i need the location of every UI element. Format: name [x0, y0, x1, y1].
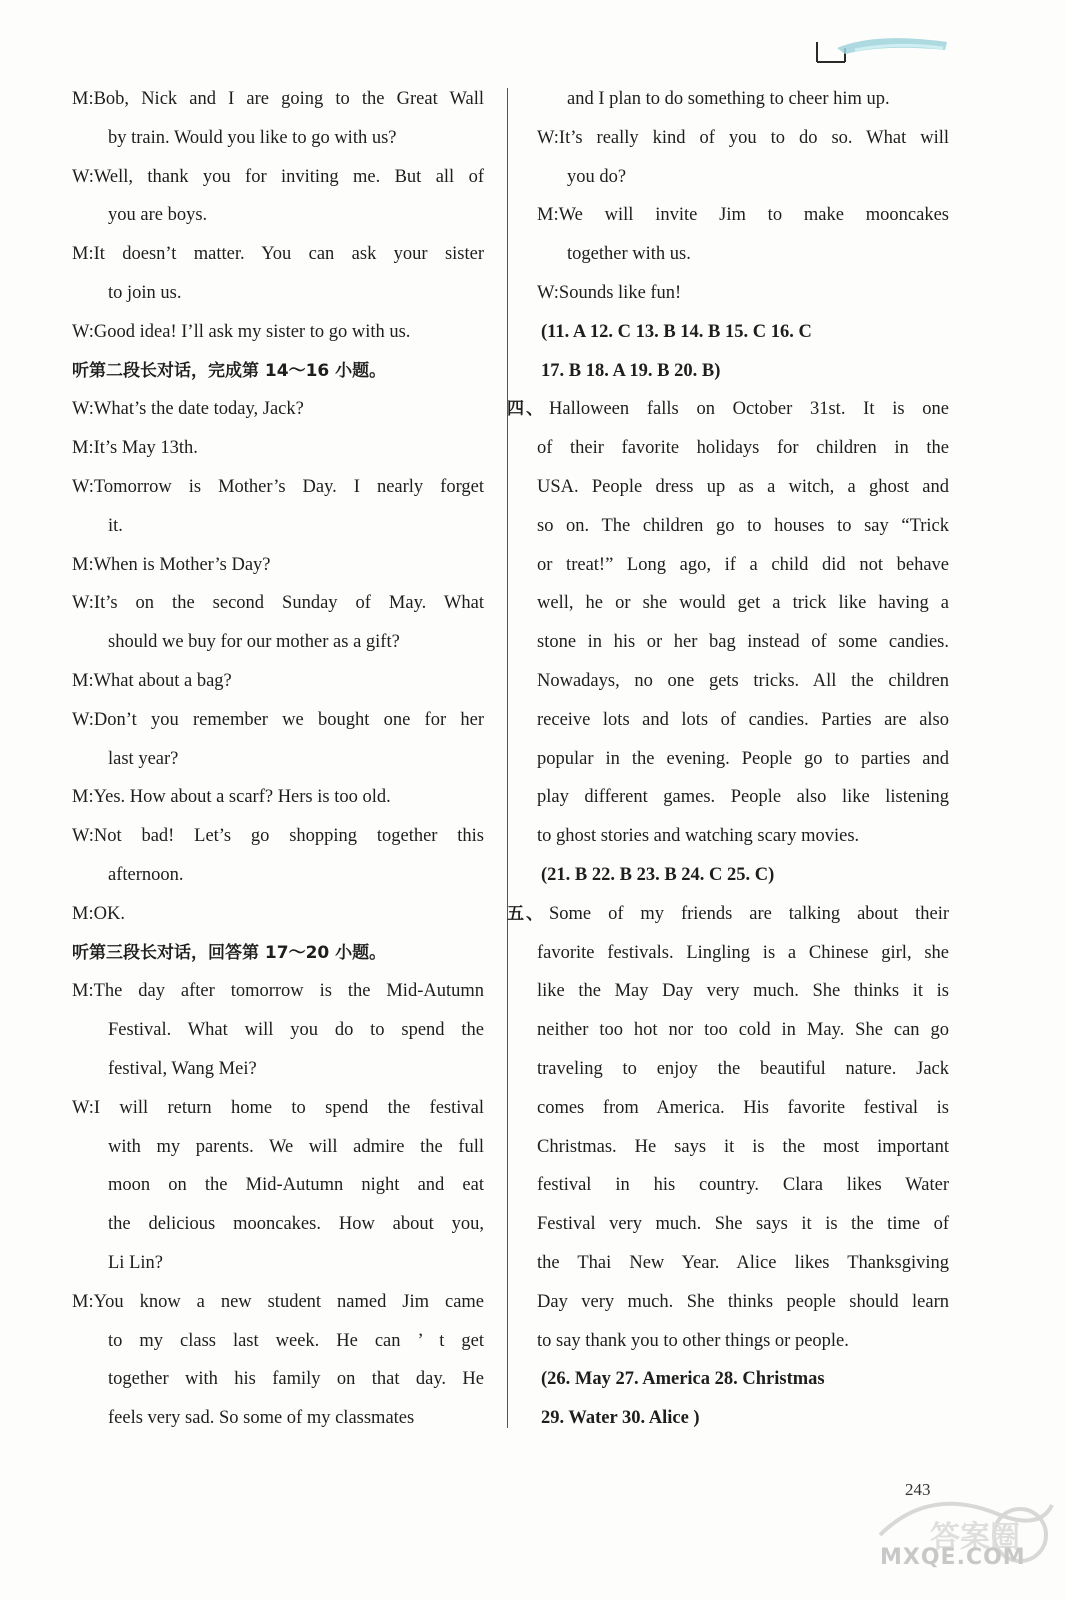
passage-first-line — [507, 895, 949, 934]
passage-line: comes from America. His favorite festival is — [537, 1097, 949, 1118]
dialogue-line — [537, 196, 949, 235]
dialogue-text: Yes. How about a scarf? Hers is too old. — [93, 787, 391, 808]
answer-key: (26. May 27. America 28. Christmas — [541, 1369, 825, 1390]
watermark-logo-text: 答案圈 — [930, 1520, 1020, 1555]
speaker-label: M: — [72, 244, 94, 265]
speaker-label: M: — [72, 554, 94, 575]
section-heading: 听第二段长对话，完成第 14～16 小题。 — [72, 360, 387, 381]
dialogue-line — [537, 274, 949, 313]
section-heading: 听第三段长对话，回答第 17～20 小题。 — [72, 942, 387, 963]
dialogue-line — [72, 662, 484, 701]
speaker-label: W: — [72, 593, 94, 614]
dialogue-text: It’s on the second Sunday of May. What — [93, 593, 484, 614]
dialogue-text: Good idea! I’ll ask my sister to go with us. — [93, 321, 411, 342]
passage-line: like the May Day very much. She thinks it is — [537, 981, 949, 1002]
speaker-label: W: — [72, 399, 94, 420]
passage-line: traveling to enjoy the beautiful nature. Jack — [537, 1058, 949, 1079]
speaker-label: W: — [537, 282, 559, 303]
section-number: 四、 — [507, 399, 543, 420]
passage-line: well, he or she would get a trick like having a — [537, 593, 949, 614]
passage-line: festival in his country. Clara likes Water — [537, 1175, 949, 1196]
speaker-label: M: — [72, 1291, 94, 1312]
dialogue-continuation: to my class last week. He can ’ t get — [108, 1330, 484, 1351]
dialogue-text: When is Mother’s Day? — [93, 554, 271, 575]
speaker-label: M: — [72, 787, 94, 808]
dialogue-text: Well, thank you for inviting me. But all of — [93, 166, 484, 187]
dialogue-continuation: it. — [108, 515, 123, 536]
column-divider — [507, 88, 508, 1428]
dialogue-continuation: Festival. What will you do to spend the — [108, 1020, 484, 1041]
dialogue-text: You know a new student named Jim came — [93, 1291, 484, 1312]
dialogue-line — [72, 1283, 484, 1322]
dialogue-continuation: together with us. — [567, 244, 691, 265]
passage-line: popular in the evening. People go to parties and — [537, 748, 949, 769]
dialogue-text: It’s really kind of you to do so. What will — [558, 127, 949, 148]
dialogue-line — [72, 895, 484, 934]
speaker-label: M: — [537, 205, 559, 226]
answer-key: 17. B 18. A 19. B 20. B) — [541, 360, 721, 381]
passage-first-line — [507, 390, 949, 429]
speaker-label: M: — [72, 670, 94, 691]
passage-line: Christmas. He says it is the most important — [537, 1136, 949, 1157]
dialogue-line — [72, 390, 484, 429]
dialogue-text: I will return home to spend the festival — [93, 1097, 484, 1118]
dialogue-continuation: the delicious mooncakes. How about you, — [108, 1214, 484, 1235]
dialogue-text: What about a bag? — [93, 670, 232, 691]
dialogue-text: OK. — [93, 903, 125, 924]
passage-line: neither too hot nor too cold in May. She can go — [537, 1020, 949, 1041]
dialogue-line — [72, 158, 484, 197]
dialogue-line — [72, 313, 484, 352]
dialogue-text: We will invite Jim to make mooncakes — [558, 205, 949, 226]
speaker-label: W: — [72, 826, 94, 847]
dialogue-continuation: Li Lin? — [108, 1252, 163, 1273]
speaker-label: W: — [72, 709, 94, 730]
dialogue-text: Tomorrow is Mother’s Day. I nearly forget — [93, 476, 484, 497]
passage-line: the Thai New Year. Alice likes Thanksgiving — [537, 1252, 949, 1273]
section-number: 五、 — [507, 903, 543, 924]
speaker-label: M: — [72, 89, 94, 109]
dialogue-continuation: together with his family on that day. He — [108, 1369, 484, 1390]
speaker-label: W: — [537, 127, 559, 148]
dialogue-continuation: feels very sad. So some of my classmates — [108, 1408, 415, 1429]
dialogue-continuation: to join us. — [108, 282, 182, 303]
passage-line: favorite festivals. Lingling is a Chinese girl, she — [537, 942, 949, 963]
passage-line: Day very much. She thinks people should learn — [537, 1291, 949, 1312]
speaker-label: M: — [72, 438, 94, 459]
dialogue-continuation: afternoon. — [108, 864, 184, 885]
dialogue-text: It’s May 13th. — [93, 438, 198, 459]
passage-line: receive lots and lots of candies. Parties are also — [537, 709, 949, 730]
dialogue-continuation: you are boys. — [108, 205, 208, 226]
passage-line: to ghost stories and watching scary movies. — [537, 826, 860, 847]
dialogue-line — [72, 546, 484, 585]
speaker-label: M: — [72, 981, 94, 1002]
answer-key: 29. Water 30. Alice ) — [541, 1408, 700, 1429]
speaker-label: W: — [72, 476, 94, 497]
dialogue-line — [72, 1089, 484, 1128]
dialogue-continuation: moon on the Mid-Autumn night and eat — [108, 1175, 484, 1196]
dialogue-continuation: festival, Wang Mei? — [108, 1058, 257, 1079]
passage-line: play different games. People also like listening — [537, 787, 949, 808]
watermark-site-text: MXQE.COM — [880, 1545, 1026, 1570]
dialogue-text: Not bad! Let’s go shopping together this — [93, 826, 484, 847]
dialogue-line — [72, 972, 484, 1011]
speaker-label: W: — [72, 1097, 94, 1118]
passage-line: of their favorite holidays for children in the — [537, 438, 949, 459]
dialogue-text: Sounds like fun! — [558, 282, 682, 303]
passage-text: Halloween falls on October 31st. It is one — [549, 399, 949, 420]
dialogue-text: What’s the date today, Jack? — [93, 399, 304, 420]
dialogue-continuation: last year? — [108, 748, 179, 769]
speaker-label: W: — [72, 321, 94, 342]
header-decoration — [815, 28, 950, 68]
dialogue-line — [72, 584, 484, 623]
right-column — [507, 80, 949, 1438]
dialogue-line — [72, 80, 484, 119]
dialogue-text: It doesn’t matter. You can ask your sister — [93, 244, 484, 265]
passage-line: stone in his or her bag instead of some candies. — [537, 632, 949, 653]
passage-line: so on. The children go to houses to say “Trick — [537, 515, 949, 536]
passage-text: Some of my friends are talking about their — [549, 903, 949, 924]
dialogue-continuation: and I plan to do something to cheer him up. — [567, 89, 890, 109]
passage-line: to say thank you to other things or people. — [537, 1330, 849, 1351]
dialogue-text: The day after tomorrow is the Mid-Autumn — [93, 981, 484, 1002]
passage-line: Festival very much. She says it is the time of — [537, 1214, 949, 1235]
dialogue-line — [537, 119, 949, 158]
dialogue-line — [72, 817, 484, 856]
dialogue-line — [72, 429, 484, 468]
dialogue-line — [72, 468, 484, 507]
page-number: 243 — [905, 1480, 931, 1499]
dialogue-line — [72, 701, 484, 740]
speaker-label: M: — [72, 903, 94, 924]
left-column — [72, 80, 484, 1438]
dialogue-continuation: with my parents. We will admire the full — [108, 1136, 484, 1157]
passage-line: Nowadays, no one gets tricks. All the children — [537, 670, 949, 691]
passage-line: or treat!” Long ago, if a child did not behave — [537, 554, 949, 575]
dialogue-line — [72, 778, 484, 817]
dialogue-text: Bob, Nick and I are going to the Great Wall — [93, 89, 484, 109]
answer-key: (11. A 12. C 13. B 14. B 15. C 16. C — [541, 321, 812, 342]
dialogue-continuation: should we buy for our mother as a gift? — [108, 632, 400, 653]
dialogue-text: Don’t you remember we bought one for her — [93, 709, 484, 730]
speaker-label: W: — [72, 166, 94, 187]
passage-line: USA. People dress up as a witch, a ghost and — [537, 476, 949, 497]
answer-key: (21. B 22. B 23. B 24. C 25. C) — [541, 864, 775, 885]
dialogue-continuation: by train. Would you like to go with us? — [108, 127, 397, 148]
dialogue-line — [72, 235, 484, 274]
dialogue-continuation: you do? — [567, 166, 627, 187]
